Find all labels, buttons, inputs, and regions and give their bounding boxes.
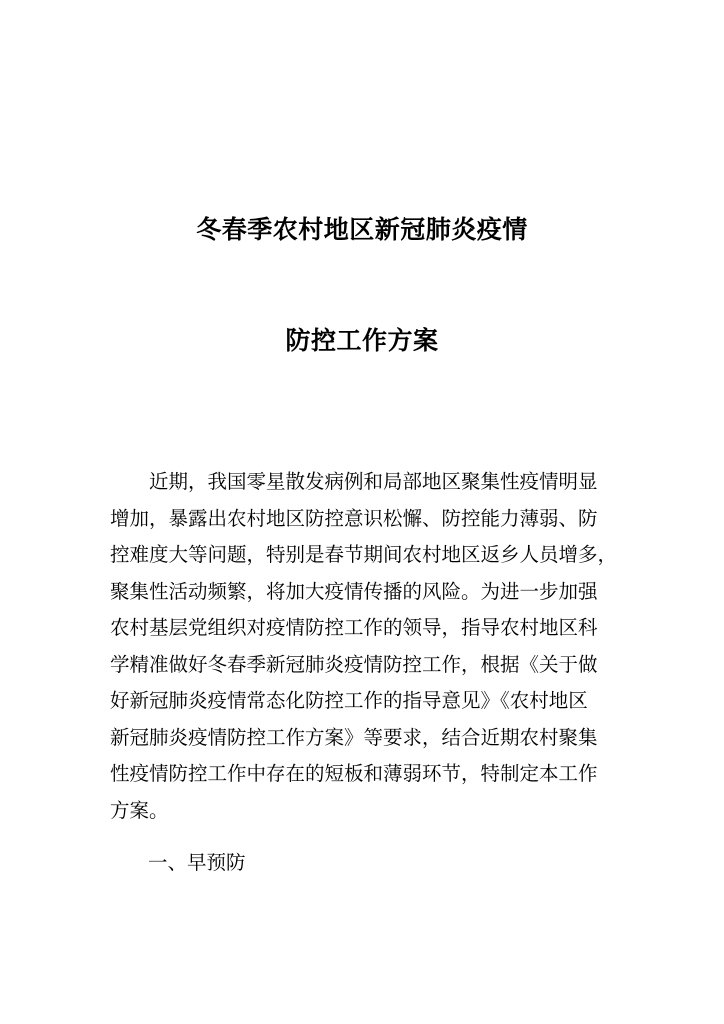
document-title-line-2: 防控工作方案 xyxy=(285,326,439,355)
intro-paragraph xyxy=(110,464,618,829)
paragraph-line: 控难度大等问题，特别是春节期间农村地区返乡人员增多， xyxy=(110,543,618,566)
paragraph-line: 近期，我国零星散发病例和局部地区聚集性疫情明显 xyxy=(110,470,598,493)
paragraph-line: 农村基层党组织对疫情防控工作的领导，指导农村地区科 xyxy=(110,616,598,639)
paragraph-line: 学精准做好冬春季新冠肺炎疫情防控工作，根据《关于做 xyxy=(110,652,598,676)
paragraph-line: 方案。 xyxy=(110,798,169,822)
section-heading-early-prevention: 一、早预防 xyxy=(148,851,246,874)
paragraph-line: 好新冠肺炎疫情常态化防控工作的指导意见》《农村地区 xyxy=(110,689,588,712)
document-title-line-1: 冬春季农村地区新冠肺炎疫情 xyxy=(196,215,528,244)
paragraph-line: 新冠肺炎疫情防控工作方案》等要求，结合近期农村聚集 xyxy=(110,725,598,749)
paragraph-line: 聚集性活动频繁，将加大疫情传播的风险。为进一步加强 xyxy=(110,579,598,603)
paragraph-line: 性疫情防控工作中存在的短板和薄弱环节，特制定本工作 xyxy=(110,762,598,785)
paragraph-line: 增加，暴露出农村地区防控意识松懈、防控能力薄弱、防 xyxy=(110,506,598,530)
